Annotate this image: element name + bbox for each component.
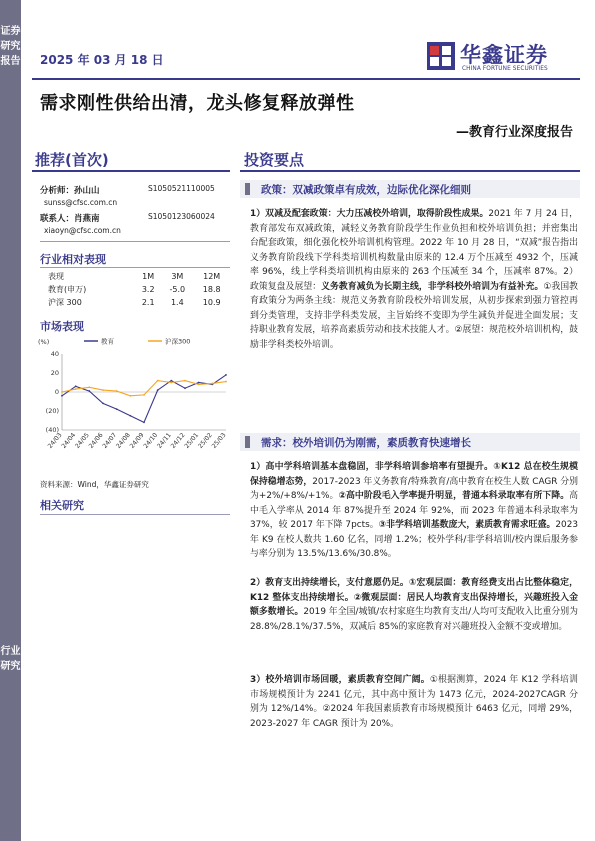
para-bold: ③非学科培训基数庞大，素质教育需求旺盛。: [378, 520, 556, 530]
title-divider: [32, 78, 580, 80]
data-point: [143, 394, 145, 396]
data-point: [129, 415, 131, 417]
para-text: 高中毛入学率从 2014 年 87%提升至 2024 年 92%，而 2023 年普通本科录取率为 37%，较 2017 年下降 7pcts。: [250, 491, 579, 530]
para-bold: 3）校外培训市场回暖，素质教育空间广阔。: [250, 675, 430, 685]
table-row: [40, 296, 230, 309]
section-title-policy: 政策：双减政策卓有成效，边际优化深化细则: [261, 184, 471, 196]
para-text: ①我国教育政策分为两条主线：规范义务教育阶段校外培训发展，从初步探索到强力管控再到分类管理，支持非学科类发展，主旨始终不变即为学生减负并促进全面发展；支持职业教育发展，培养高素质劳动和技术技能人才。②展望：规范校外培训机构，鼓励非学科类校外培训。: [250, 281, 579, 350]
contact-role: 联系人：: [40, 214, 75, 224]
table-cell: 沪深 300: [48, 298, 82, 307]
data-point: [88, 386, 90, 388]
table-header-cell: 3M: [171, 272, 184, 281]
rating-label: 推荐(首次): [35, 151, 109, 169]
para-bold: ②高中阶段毛入学率提升明显，普通本科录取率有所下降。: [338, 491, 570, 501]
y-tick-label: 20: [50, 369, 59, 377]
data-point: [184, 387, 186, 389]
x-tick-label: 24/08: [115, 431, 132, 450]
data-point: [157, 389, 159, 391]
data-point: [75, 388, 77, 390]
data-point: [102, 389, 104, 391]
x-tick-label: 24/11: [156, 431, 173, 450]
contact-name: 肖燕南: [74, 214, 100, 224]
x-tick-label: 24/12: [169, 431, 187, 450]
contact-row: [40, 212, 215, 224]
x-tick-label: 24/10: [142, 431, 160, 450]
sidebar-label-top: 证券研究报告: [0, 26, 21, 67]
market-chart-svg: [36, 334, 230, 474]
invest-heading: 投资要点: [244, 151, 305, 169]
section-mark-icon: [245, 436, 250, 448]
analyst-email[interactable]: sunss@cfsc.com.cn: [44, 198, 118, 207]
section-title-demand: 需求：校外培训仍为刚需，素质教育快速增长: [261, 437, 471, 449]
related-heading: 相关研究: [40, 499, 84, 512]
table-header-row: [40, 270, 230, 283]
para-text: 2021 年 7 月 24 日，教育部发布双减政策，减轻义务教育阶段学生作业负担和校外培训负担；并密集出台配套政策，细化强化校外培训机构管理。2022 年 10 月 28 日，“双减”报告指出义务教育阶段线下学科类培训机构数量由原来的 12.4 万个压减至 4932 个，压减率 96%，线上学科类培训机构由原来的 263 个压减至 34 个，压减率 87%。2）政策复盘及展望：: [250, 209, 578, 292]
data-point: [102, 403, 104, 405]
sidebar-band: [0, 0, 21, 841]
chart-source: 资料来源：Wind，华鑫证券研究: [40, 480, 149, 489]
data-point: [129, 395, 131, 397]
data-point: [61, 395, 63, 397]
performance-heading: 行业相对表现: [40, 253, 106, 266]
divider: [40, 267, 230, 268]
x-tick-label: 24/07: [101, 431, 119, 450]
section-bar-demand: [240, 433, 580, 451]
series-line-1: [62, 375, 226, 423]
para-text: 2019 年全国/城镇/农村家庭生均教育支出/人均可支配收入比重分别为 28.8%/28.1%/37.5%，双减后 85%的家庭教育对兴趣班投入金额不变或增加。: [250, 607, 578, 632]
market-chart: [36, 334, 230, 474]
data-point: [198, 384, 200, 386]
data-point: [225, 374, 227, 376]
table-header-cell: 12M: [203, 272, 221, 281]
y-axis-label: (%): [38, 338, 50, 346]
data-point: [75, 385, 77, 387]
y-tick-label: 40: [50, 350, 59, 358]
data-point: [198, 382, 200, 384]
table-cell: 1.4: [170, 298, 184, 307]
table-row: [40, 283, 230, 296]
data-point: [170, 380, 172, 382]
market-heading: 市场表现: [40, 320, 84, 333]
data-point: [211, 383, 213, 385]
y-tick-label: (20): [45, 407, 59, 415]
data-point: [116, 408, 118, 410]
table-cell: -5.0: [169, 285, 186, 294]
table-cell: 10.9: [202, 298, 221, 307]
report-title: 需求刚性供给出清，龙头修复释放弹性: [40, 93, 355, 114]
report-subtitle: —教育行业深度报告: [455, 125, 573, 140]
invest-divider: [240, 170, 580, 172]
table-cell: 教育(申万): [48, 285, 87, 294]
data-point: [225, 381, 227, 383]
x-tick-label: 24/03: [46, 431, 64, 450]
x-tick-label: 24/09: [128, 431, 146, 450]
divider: [40, 241, 230, 242]
para-text: 2017-2023 年义务教育/特殊教育/高中教育在校生人数 CAGR 分别为+2%/+8%/+1%。: [250, 476, 578, 501]
x-tick-label: 25/03: [210, 431, 228, 450]
data-point: [116, 390, 118, 392]
contact-email[interactable]: xiaoyn@cfsc.com.cn: [44, 226, 121, 235]
legend-label: 教育: [101, 337, 114, 346]
demand-paragraph-1: [250, 460, 578, 562]
x-tick-label: 25/02: [197, 431, 214, 450]
data-point: [184, 380, 186, 382]
data-point: [88, 390, 90, 392]
para-text: 2023 年 K9 在校人数共 1.60 亿名，同增 1.2%；校外学科/非学科培训/校内课后服务参与率分别为 13.5%/13.6%/30.8%。: [250, 520, 578, 559]
performance-table: [40, 270, 230, 309]
data-point: [157, 380, 159, 382]
logo-text-cn: 华鑫证券: [460, 43, 548, 67]
data-point: [61, 391, 63, 393]
section-mark-icon: [245, 183, 250, 195]
analyst-role: 分析师：: [40, 186, 75, 196]
analyst-license: S1050521110005: [148, 184, 215, 193]
analyst-row: [40, 184, 215, 196]
contact-license: S1050123060024: [148, 212, 215, 221]
report-date: 2025 年 03 月 18 日: [40, 53, 164, 67]
para-bold: 2）教育支出持续增长，支付意愿仍足。①宏观层面：教育经费支出占比整体稳定，K12 整体支出持续增长。②微观层面：居民人均教育支出保持增长，兴趣班投入金额多数增长。: [250, 578, 578, 617]
company-logo: [427, 41, 577, 75]
table-cell: 2.1: [141, 298, 155, 307]
demand-paragraph-2: [250, 576, 578, 634]
analyst-name: 孙山山: [74, 186, 100, 196]
x-tick-label: 25/01: [183, 431, 201, 450]
rating-divider: [32, 170, 230, 172]
demand-paragraph-3: [250, 673, 578, 731]
logo-mark-icon: [427, 42, 455, 70]
para-bold: 1）高中学科培训基本盘稳固，非学科培训参培率有望提升。①K12 总在校生规模保持稳增态势，: [250, 462, 578, 487]
y-tick-label: (40): [45, 426, 59, 434]
table-header-cell: 1M: [142, 272, 155, 281]
data-point: [143, 422, 145, 424]
legend-label: 沪深300: [165, 337, 191, 346]
table-cell: 3.2: [141, 285, 155, 294]
table-header-cell: 表现: [48, 272, 64, 281]
para-text: ①根据测算，2024 年 K12 学科培训市场规模预计为 2241 亿元，其中高中预计为 1473 亿元，2024-2027CAGR 分别为 12%/14%。②2024 年我国素质教育市场规模预计 6463 亿元，同增 29%，2023-2027 年 CAGR 预计为 20%。: [250, 675, 578, 729]
y-tick-label: 0: [54, 388, 59, 396]
divider: [40, 514, 230, 515]
x-tick-label: 24/05: [74, 431, 91, 450]
section-bar-policy: [240, 180, 580, 198]
x-tick-label: 24/06: [87, 431, 105, 450]
para-bold: 1）双减及配套政策：大力压减校外培训，取得阶段性成果。: [250, 209, 489, 219]
data-point: [170, 382, 172, 384]
para-bold: 义务教育减负为长期主线，非学科校外培训为有益补充。: [321, 281, 544, 292]
x-tick-label: 24/04: [60, 431, 78, 450]
sidebar-label-bottom: 行业研究: [0, 646, 21, 672]
policy-paragraph: [250, 207, 578, 352]
logo-text-en: CHINA FORTUNE SECURITIES: [462, 66, 548, 72]
table-cell: 18.8: [202, 285, 221, 294]
